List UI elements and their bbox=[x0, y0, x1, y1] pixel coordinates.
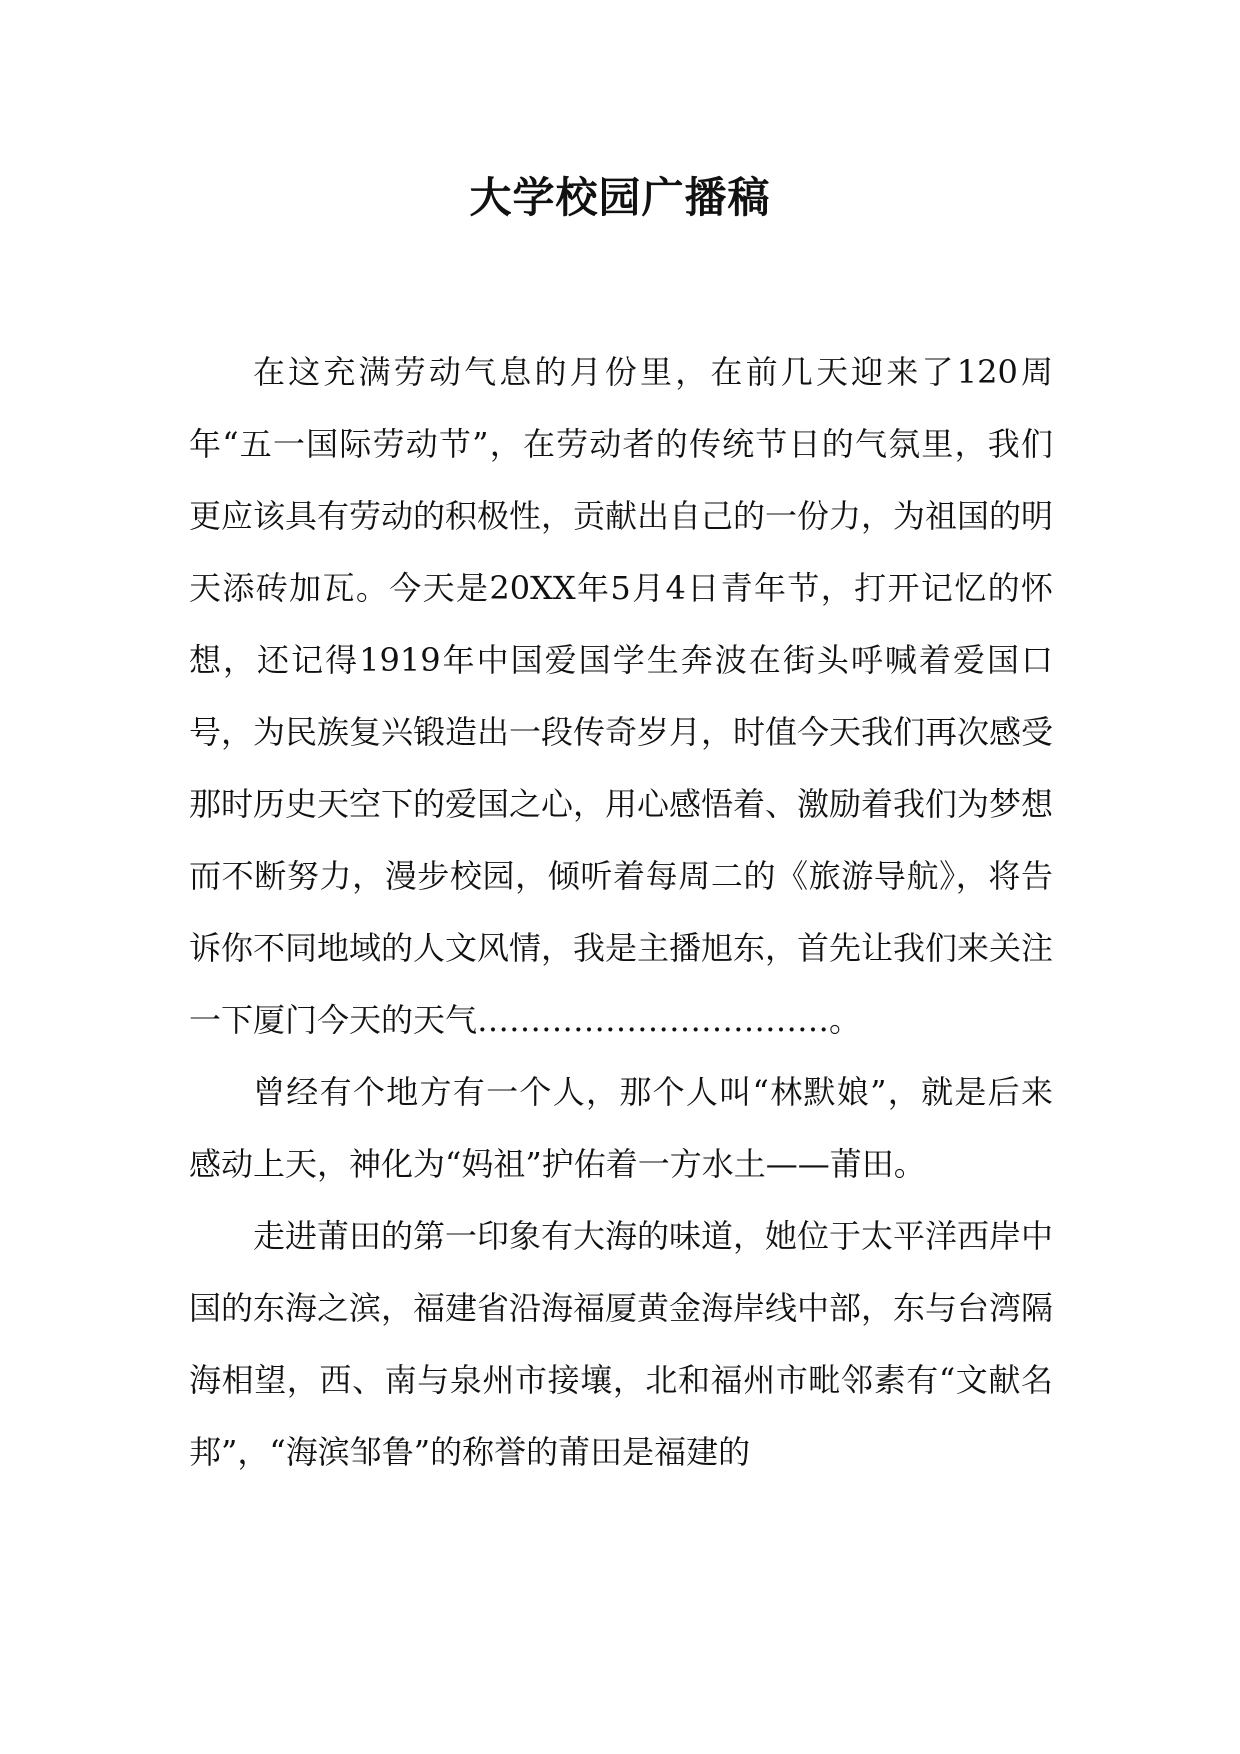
document-title: 大学校园广播稿 bbox=[469, 173, 771, 222]
paragraph-putian: 走进莆田的第一印象有大海的味道，她位于太平洋西岸中国的东海之滨，福建省沿海福厦黄金海岸线中部，东与台湾隔海相望，西、南与泉州市接壤，北和福州市毗邻素有“文献名邦”，“海滨邹鲁”的称誉的莆田是福建的 bbox=[189, 1217, 1054, 1471]
paragraph-lin-moniang: 曾经有个地方有一个人，那个人叫“林默娘”，就是后来感动上天，神化为“妈祖”护佑着一方水土——莆田。 bbox=[189, 1073, 1053, 1183]
document-body bbox=[189, 336, 1053, 1488]
paragraph-intro: 在这充满劳动气息的月份里，在前几天迎来了120周年“五一国际劳动节”，在劳动者的传统节日的气氛里，我们更应该具有劳动的积极性，贡献出自己的一份力，为祖国的明天添砖加瓦。今天是20XX年5月4日青年节，打开记忆的怀想，还记得1919年中国爱国学生奔波在街头呼喊着爱国口号，为民族复兴锻造出一段传奇岁月，时值今天我们再次感受那时历史天空下的爱国之心，用心感悟着、激励着我们为梦想而不断努力，漫步校园，倾听着每周二的《旅游导航》，将告诉你不同地域的人文风情，我是主播旭东，首先让我们来关注一下厦门今天的天气……………………………。 bbox=[189, 353, 1054, 1039]
